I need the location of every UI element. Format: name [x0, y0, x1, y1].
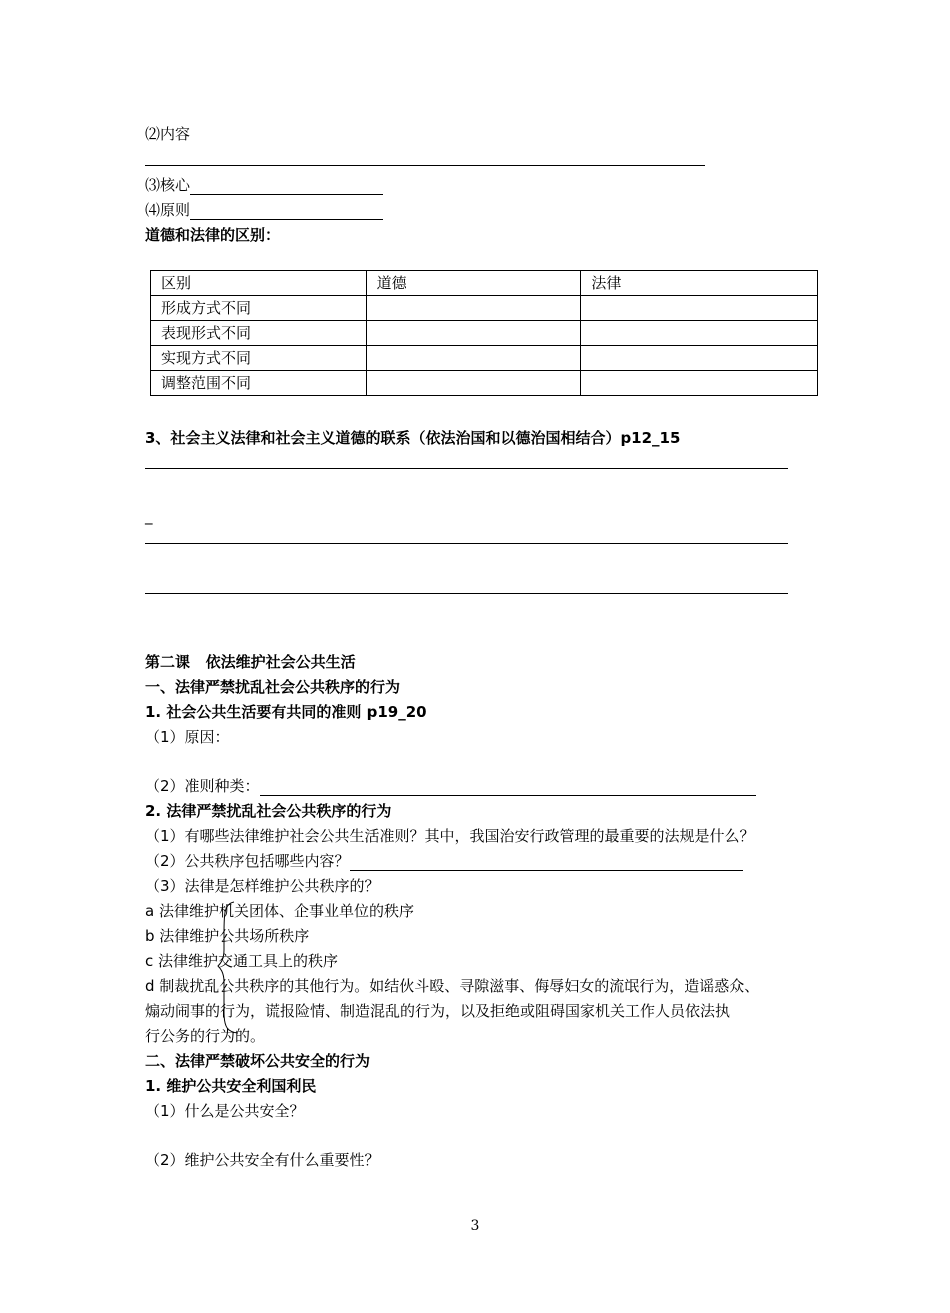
table-row — [151, 371, 818, 396]
item3-question-what: （1）什么是公共安全？ — [145, 1102, 305, 1120]
table-header-row — [151, 271, 818, 296]
morality-cell[interactable] — [366, 371, 581, 396]
types-answer-line[interactable] — [260, 779, 756, 796]
item2-heading: 2. 法律严禁扰乱社会公共秩序的行为 — [145, 802, 392, 820]
row-label: 形成方式不同 — [151, 296, 367, 321]
principle-label: ⑷原则 — [145, 201, 191, 219]
header-category: 区别 — [151, 271, 367, 296]
item3-question-importance: （2）维护公共安全有什么重要性？ — [145, 1151, 380, 1169]
morality-cell[interactable] — [366, 296, 581, 321]
item1-question-types: （2）准则种类： — [145, 777, 260, 795]
morality-cell[interactable] — [366, 321, 581, 346]
law-cell[interactable] — [581, 321, 818, 346]
list-item-d-line3: 行公务的行为的。 — [145, 1027, 266, 1045]
item2-question-content: （2）公共秩序包括哪些内容？ — [145, 852, 350, 870]
row-label: 调整范围不同 — [151, 371, 367, 396]
law-cell[interactable] — [581, 346, 818, 371]
section3-heading: 3、社会主义法律和社会主义道德的联系（依法治国和以德治国相结合）p12_15 — [145, 429, 681, 447]
difference-heading: 道德和法律的区别： — [145, 226, 281, 244]
page-number: 3 — [470, 1218, 480, 1234]
law-cell[interactable] — [581, 296, 818, 321]
item2-question-how: （3）法律是怎样维护公共秩序的？ — [145, 877, 380, 895]
table-row — [151, 346, 818, 371]
part2-heading: 二、法律严禁破坏公共安全的行为 — [145, 1052, 371, 1070]
list-item-c: c 法律维护交通工具上的秩序 — [145, 952, 339, 970]
part1-heading: 一、法律严禁扰乱社会公共秩序的行为 — [145, 678, 401, 696]
row-label: 表现形式不同 — [151, 321, 367, 346]
content-answer-line[interactable] — [145, 165, 705, 166]
row-label: 实现方式不同 — [151, 346, 367, 371]
law-cell[interactable] — [581, 371, 818, 396]
comparison-table — [150, 270, 818, 396]
core-label: ⑶核心 — [145, 176, 191, 194]
item1-heading: 1. 社会公共生活要有共同的准则 p19_20 — [145, 703, 427, 721]
content-order-answer-line[interactable] — [350, 854, 743, 871]
section3-answer-line-3[interactable] — [145, 593, 788, 594]
principle-row — [145, 200, 383, 220]
morality-cell[interactable] — [366, 346, 581, 371]
list-item-d-line1: d 制裁扰乱公共秩序的其他行为。如结伙斗殴、寻隙滋事、侮辱妇女的流氓行为，造谣惑众、 — [145, 977, 760, 995]
content-label: ⑵内容 — [145, 125, 191, 143]
item1-question-types-row — [145, 776, 756, 796]
table-row — [151, 321, 818, 346]
section3-answer-line-2[interactable] — [145, 543, 788, 544]
stray-underscore: _ — [145, 507, 153, 525]
lesson2-title: 第二课 依法维护社会公共生活 — [145, 653, 356, 671]
item2-question-content-row — [145, 851, 743, 871]
header-morality: 道德 — [366, 271, 581, 296]
list-item-b: b 法律维护公共场所秩序 — [145, 927, 310, 945]
core-row — [145, 175, 383, 195]
table-row — [151, 296, 818, 321]
section3-answer-line-1[interactable] — [145, 468, 788, 469]
item2-question-laws: （1）有哪些法律维护社会公共生活准则？其中，我国治安行政管理的最重要的法规是什么？ — [145, 827, 755, 845]
item3-heading: 1. 维护公共安全利国利民 — [145, 1077, 317, 1095]
list-item-a: a 法律维护机关团体、企事业单位的秩序 — [145, 902, 414, 920]
principle-answer-line[interactable] — [190, 203, 383, 220]
header-law: 法律 — [581, 271, 818, 296]
list-item-d-line2: 煽动闹事的行为，谎报险情、制造混乱的行为，以及拒绝或阻碍国家机关工作人员依法执 — [145, 1002, 731, 1020]
core-answer-line[interactable] — [190, 178, 383, 195]
item1-question-reason: （1）原因： — [145, 728, 230, 746]
curly-brace-mark — [216, 900, 246, 1035]
